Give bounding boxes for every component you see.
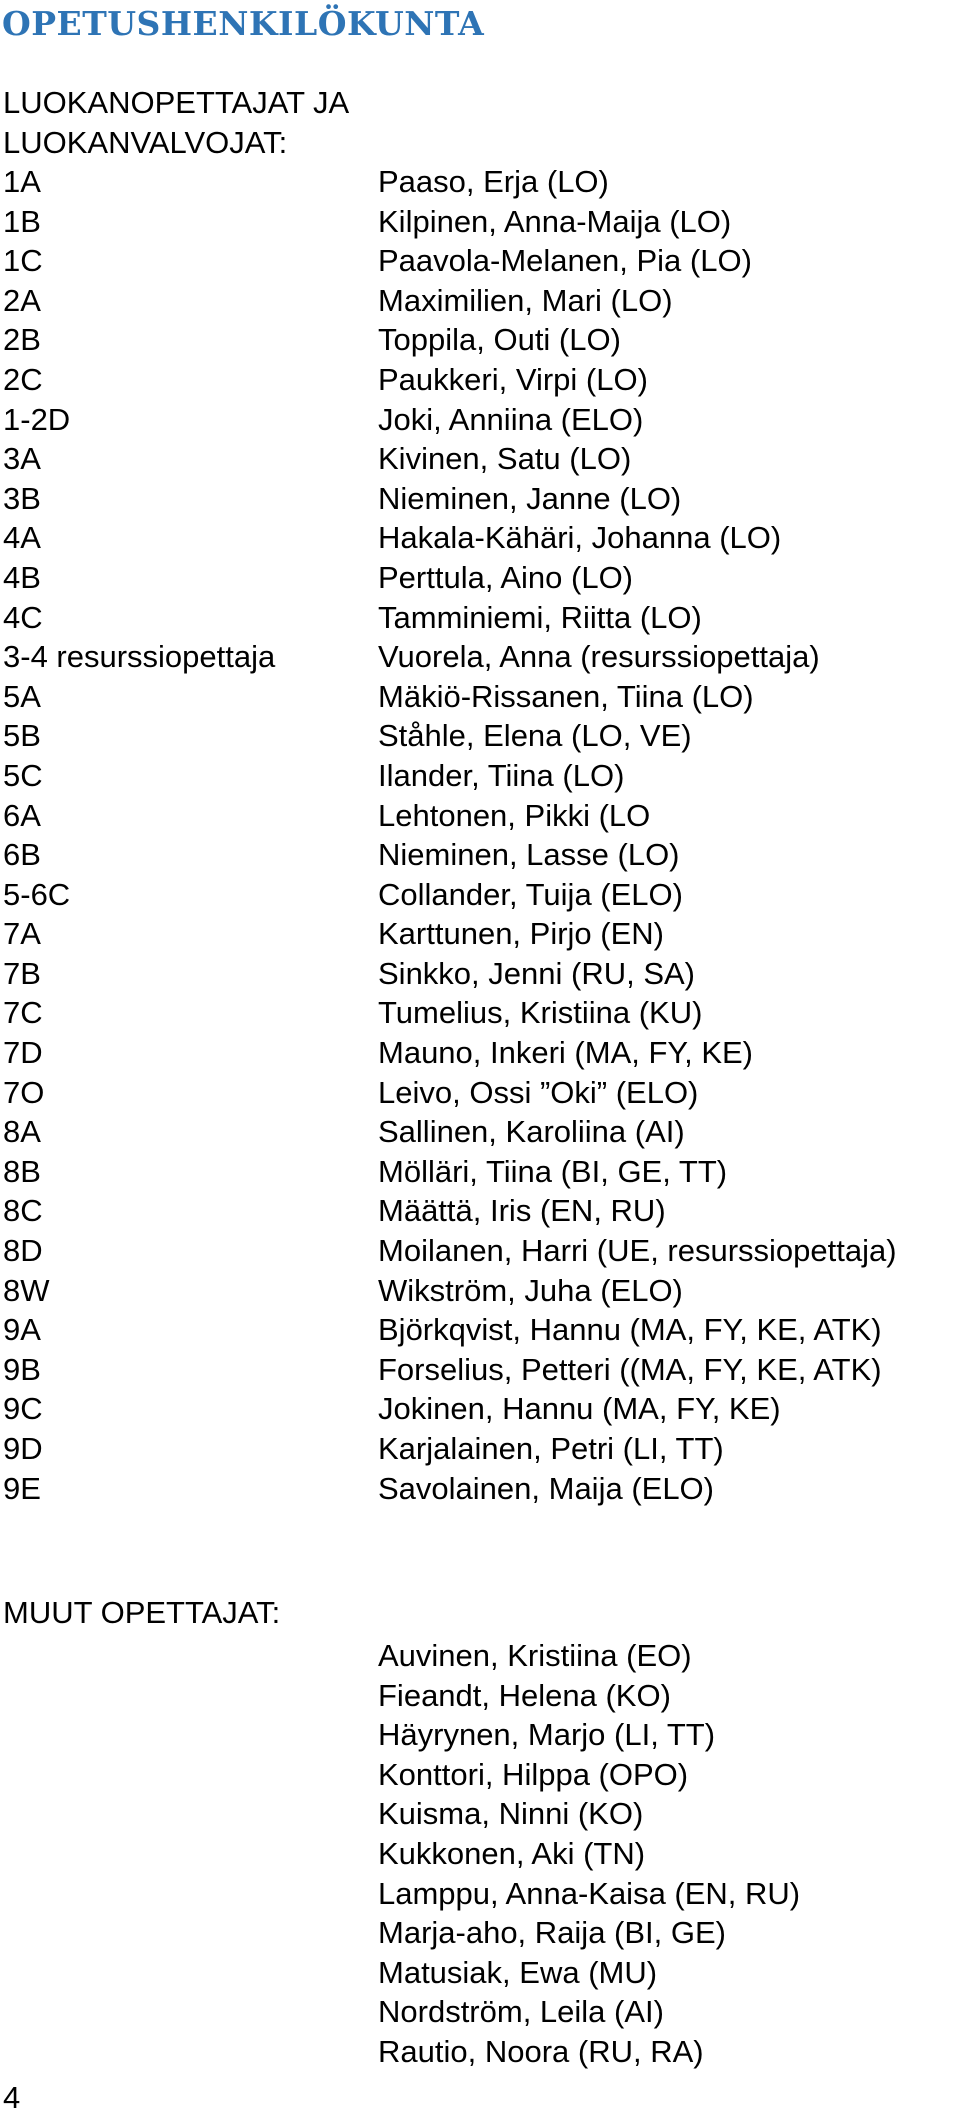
teacher-name: Forselius, Petteri ((MA, FY, KE, ATK) xyxy=(378,1351,882,1387)
teacher-row xyxy=(0,1152,960,1192)
teacher-row xyxy=(0,1913,960,1953)
other-teachers-list xyxy=(0,1636,960,2072)
teacher-row xyxy=(0,1389,960,1429)
teacher-row xyxy=(0,1992,960,2032)
page-number: 4 xyxy=(3,2080,21,2115)
teacher-name: Toppila, Outi (LO) xyxy=(378,322,621,358)
teacher-row xyxy=(0,716,960,756)
teacher-name: Rautio, Noora (RU, RA) xyxy=(378,2033,704,2069)
class-code: 7D xyxy=(3,1035,43,1071)
class-teachers-label-continued: LUOKANVALVOJAT: xyxy=(3,125,288,160)
class-code: 6A xyxy=(3,797,41,833)
teacher-name: Jokinen, Hannu (MA, FY, KE) xyxy=(378,1391,781,1427)
teacher-name: Ilander, Tiina (LO) xyxy=(378,757,625,793)
class-code: 9A xyxy=(3,1312,41,1348)
teacher-row xyxy=(0,1794,960,1834)
teacher-row xyxy=(0,479,960,519)
class-code: 9E xyxy=(3,1470,41,1506)
teacher-row xyxy=(0,1834,960,1874)
teacher-row xyxy=(0,241,960,281)
teacher-name: Tamminiemi, Riitta (LO) xyxy=(378,599,702,635)
teacher-name: Häyrynen, Marjo (LI, TT) xyxy=(378,1717,716,1753)
teacher-row xyxy=(0,162,960,202)
teacher-name: Mauno, Inkeri (MA, FY, KE) xyxy=(378,1035,753,1071)
teacher-name: Sinkko, Jenni (RU, SA) xyxy=(378,955,695,991)
class-code: 4A xyxy=(3,520,41,556)
teacher-row xyxy=(0,677,960,717)
teacher-row xyxy=(0,1033,960,1073)
teacher-name: Paaso, Erja (LO) xyxy=(378,164,609,199)
class-code: 5-6C xyxy=(3,876,71,912)
teacher-row xyxy=(0,202,960,242)
page-heading: OPETUSHENKILÖKUNTA xyxy=(2,4,485,43)
teacher-row xyxy=(0,320,960,360)
teacher-name: Mäkiö-Rissanen, Tiina (LO) xyxy=(378,678,754,714)
teacher-row xyxy=(0,1350,960,1390)
teacher-row xyxy=(0,1073,960,1113)
teacher-name: Karttunen, Pirjo (EN) xyxy=(378,916,664,952)
class-code: 1-2D xyxy=(3,401,71,437)
teacher-row xyxy=(0,637,960,677)
class-code: 4B xyxy=(3,559,41,595)
class-code: 5C xyxy=(3,757,43,793)
teacher-row xyxy=(0,993,960,1033)
class-code: 8C xyxy=(3,1193,43,1229)
teacher-row xyxy=(0,1636,960,1676)
teacher-name: Konttori, Hilppa (OPO) xyxy=(378,1756,689,1792)
teacher-name: Joki, Anniina (ELO) xyxy=(378,401,644,437)
teacher-name: Wikström, Juha (ELO) xyxy=(378,1272,683,1308)
class-code: 2B xyxy=(3,322,41,358)
teacher-row xyxy=(0,598,960,638)
teacher-name: Nordström, Leila (AI) xyxy=(378,1994,664,2030)
teacher-name: Määttä, Iris (EN, RU) xyxy=(378,1193,666,1229)
teacher-row xyxy=(0,1715,960,1755)
class-code: 8B xyxy=(3,1153,41,1189)
class-code: 3-4 resurssiopettaja xyxy=(3,639,276,675)
teacher-row xyxy=(0,835,960,875)
class-code: 9C xyxy=(3,1391,43,1427)
teacher-row xyxy=(0,558,960,598)
teacher-name: Tumelius, Kristiina (KU) xyxy=(378,995,703,1031)
teacher-name: Fieandt, Helena (KO) xyxy=(378,1677,671,1713)
class-code: 5A xyxy=(3,678,41,714)
teacher-name: Moilanen, Harri (UE, resurssiopettaja) xyxy=(378,1233,897,1269)
class-code: 8D xyxy=(3,1233,43,1269)
teacher-name: Marja-aho, Raija (BI, GE) xyxy=(378,1915,726,1951)
teacher-name: Perttula, Aino (LO) xyxy=(378,559,634,595)
teacher-row xyxy=(0,875,960,915)
teacher-row xyxy=(0,1112,960,1152)
class-code: 3A xyxy=(3,441,41,477)
teacher-name: Auvinen, Kristiina (EO) xyxy=(378,1638,692,1673)
teacher-name: Kilpinen, Anna-Maija (LO) xyxy=(378,203,732,239)
teacher-name: Maximilien, Mari (LO) xyxy=(378,282,673,318)
teacher-name: Lehtonen, Pikki (LO xyxy=(378,797,651,833)
class-code: 8W xyxy=(3,1272,50,1308)
teacher-name: Collander, Tuija (ELO) xyxy=(378,876,683,912)
teacher-name: Mölläri, Tiina (BI, GE, TT) xyxy=(378,1153,728,1189)
teacher-row xyxy=(0,360,960,400)
teacher-row xyxy=(0,914,960,954)
class-code: 7A xyxy=(3,916,41,952)
class-code: 1A xyxy=(3,164,41,199)
teacher-name: Paukkeri, Virpi (LO) xyxy=(378,361,648,397)
teacher-name: Sallinen, Karoliina (AI) xyxy=(378,1114,685,1150)
teacher-row xyxy=(0,1231,960,1271)
teacher-row xyxy=(0,1874,960,1914)
class-code: 7C xyxy=(3,995,43,1031)
class-code: 7B xyxy=(3,955,41,991)
teacher-name: Paavola-Melanen, Pia (LO) xyxy=(378,243,752,279)
class-code: 9D xyxy=(3,1431,43,1466)
class-code: 1C xyxy=(3,243,43,279)
teacher-name: Kivinen, Satu (LO) xyxy=(378,441,632,477)
teacher-name: Kuisma, Ninni (KO) xyxy=(378,1796,644,1832)
teacher-name: Björkqvist, Hannu (MA, FY, KE, ATK) xyxy=(378,1312,882,1348)
other-teachers-label: MUUT OPETTAJAT: xyxy=(3,1595,281,1630)
teacher-name: Kukkonen, Aki (TN) xyxy=(378,1835,646,1871)
teacher-name: Nieminen, Lasse (LO) xyxy=(378,837,680,873)
class-code: 8A xyxy=(3,1114,41,1150)
teacher-row xyxy=(0,756,960,796)
teacher-name: Nieminen, Janne (LO) xyxy=(378,480,682,516)
teacher-row xyxy=(0,1755,960,1795)
teacher-row xyxy=(0,1953,960,1993)
class-code: 2A xyxy=(3,282,41,318)
class-code: 1B xyxy=(3,203,41,239)
teacher-row xyxy=(0,518,960,558)
teacher-row xyxy=(0,281,960,321)
class-code: 7O xyxy=(3,1074,45,1110)
class-code: 5B xyxy=(3,718,41,754)
class-code: 9B xyxy=(3,1351,41,1387)
teacher-name: Vuorela, Anna (resurssiopettaja) xyxy=(378,639,820,675)
teacher-name: Hakala-Kähäri, Johanna (LO) xyxy=(378,520,782,556)
class-code: 6B xyxy=(3,837,41,873)
teacher-row xyxy=(0,400,960,440)
class-code: 3B xyxy=(3,480,41,516)
teacher-name: Leivo, Ossi ”Oki” (ELO) xyxy=(378,1074,699,1110)
teacher-row xyxy=(0,1271,960,1311)
teacher-row xyxy=(0,954,960,994)
teacher-row xyxy=(0,1191,960,1231)
teacher-name: Matusiak, Ewa (MU) xyxy=(378,1954,658,1990)
teacher-row xyxy=(0,439,960,479)
class-code: 4C xyxy=(3,599,43,635)
teacher-row xyxy=(0,2032,960,2072)
teacher-name: Lamppu, Anna-Kaisa (EN, RU) xyxy=(378,1875,801,1911)
teacher-name: Savolainen, Maija (ELO) xyxy=(378,1470,714,1506)
class-code: 2C xyxy=(3,361,43,397)
teacher-name: Ståhle, Elena (LO, VE) xyxy=(378,718,692,754)
teacher-row xyxy=(0,796,960,836)
teacher-row xyxy=(0,1676,960,1716)
class-teachers-label: LUOKANOPETTAJAT JA xyxy=(3,85,350,120)
class-teachers-list xyxy=(0,162,960,1508)
teacher-row xyxy=(0,1469,960,1509)
teacher-row xyxy=(0,1429,960,1469)
teacher-row xyxy=(0,1310,960,1350)
teacher-name: Karjalainen, Petri (LI, TT) xyxy=(378,1431,724,1466)
